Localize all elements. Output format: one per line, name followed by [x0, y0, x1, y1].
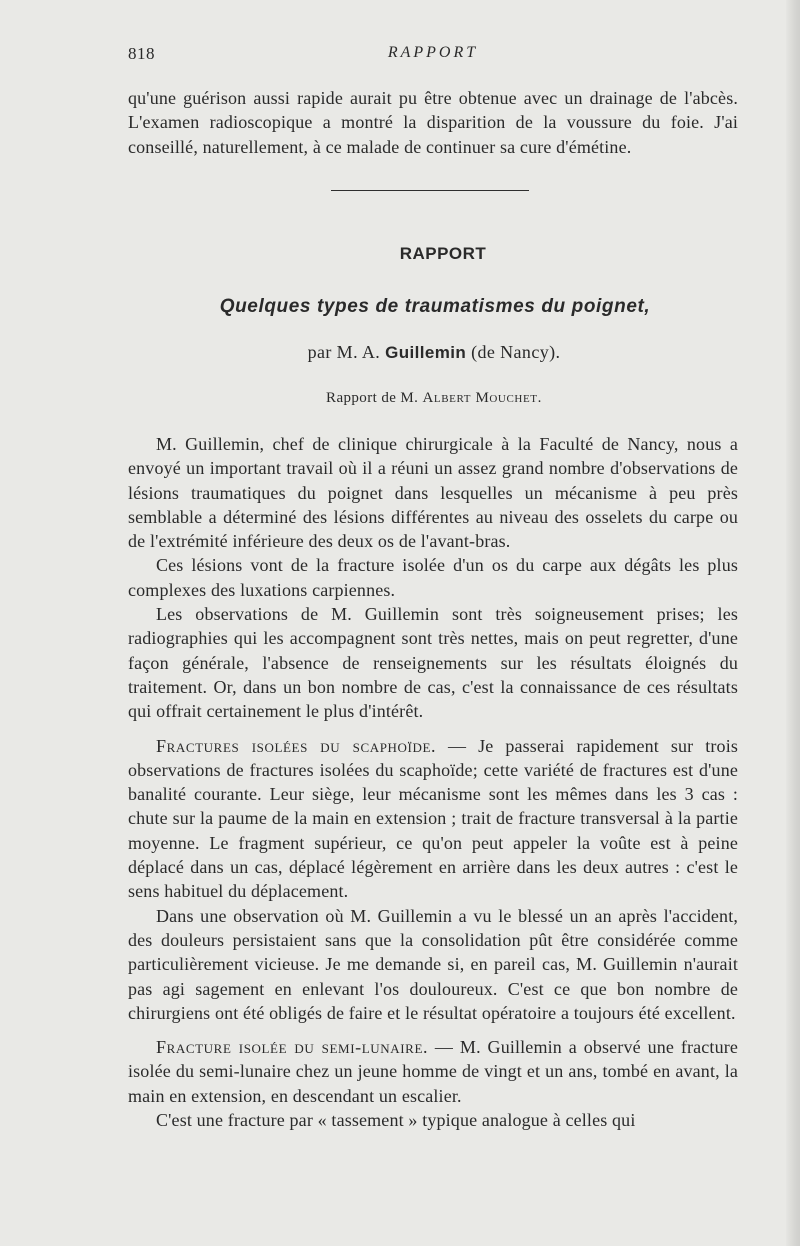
- article-title: Quelques types de traumatismes du poignet,: [219, 296, 651, 317]
- body-paragraph-5: Dans une observation où M. Guillemin a vu le blessé un an après l'accident, des douleurs persistaient sans que la consolidation pût être considérée comme particulièrement vicieuse. Je me demande si, en pareil cas, M. Guillemin n'aurait pas agi sagement en enlevant l'os douloureux. C'est ce que bon nombre de chirurgiens ont été obligés de faire et le résultat opératoire a toujours été excellent.: [128, 905, 738, 1023]
- body-paragraph-7: C'est une fracture par « tassement » typique analogue à celles qui: [156, 1110, 636, 1131]
- intro-paragraph: qu'une guérison aussi rapide aurait pu être obtenue avec un drainage de l'abcès. L'examen radioscopique a montré la disparition de la voussure du foie. J'ai conseillé, naturellement, à ce malade de continuer sa cure d'émétine.: [128, 88, 738, 157]
- report-attribution: [0, 390, 800, 407]
- report-prefix: Rapport de M.: [326, 390, 419, 406]
- byline-suffix: (de Nancy).: [471, 342, 561, 362]
- page-number: 818: [128, 44, 155, 63]
- body-paragraph-1: M. Guillemin, chef de clinique chirurgicale à la Faculté de Nancy, nous a envoyé un important travail où il a réuni un assez grand nombre d'observations de lésions traumatiques du poignet dans lesquelles un mécanisme à peu près semblable a déterminé des lésions différentes au niveau des osselets du carpe ou de l'extrémité inférieure des deux os de l'avant-bras.: [128, 434, 738, 552]
- scaphoid-text: — Je passerai rapidement sur trois observations de fractures isolées du scaphoïde; cette variété de fractures est d'une banalité courante. Leur siège, leur mécanisme sont les mêmes dans les 3 cas : chute sur la paume de la main en extension ; trait de fracture transversal à la partie moyenne. Le fragment supérieur, ce qu'on peut appeler la voûte est à peine déplacé dans un cas, déplacé légèrement en arrière dans les deux autres : c'est le sens habituel du déplacement.: [128, 735, 738, 902]
- running-header: [128, 44, 738, 68]
- report-author: Albert Mouchet.: [422, 390, 542, 406]
- page-edge-shadow: [786, 0, 800, 1246]
- lunate-heading: Fracture isolée du semi-lunaire.: [156, 1037, 429, 1058]
- running-title: RAPPORT: [387, 44, 479, 61]
- section-heading: RAPPORT: [399, 244, 487, 263]
- byline-prefix: par M. A.: [307, 342, 381, 362]
- body-paragraph-2: Ces lésions vont de la fracture isolée d'un os du carpe aux dégâts les plus complexes des luxations carpiennes.: [128, 555, 738, 600]
- scaphoid-heading: Fractures isolées du scaphoïde.: [156, 735, 437, 756]
- article-body: [128, 432, 738, 1132]
- body-paragraph-scaphoid: [128, 734, 738, 904]
- body-paragraph-3: Les observations de M. Guillemin sont très soigneusement prises; les radiographies qui les accompagnent sont très nettes, mais on peut regretter, d'une façon générale, l'absence de renseignements sur les résultats éloignés du traitement. Or, dans un bon nombre de cas, c'est la connaissance de ces résultats qui offrait certainement le plus d'intérêt.: [128, 604, 738, 722]
- intro-block: [128, 86, 738, 159]
- byline-author: Guillemin: [385, 343, 467, 362]
- body-paragraph-lunate: [128, 1035, 738, 1108]
- lunate-text: — M. Guillemin a observé une fracture isolée du semi-lunaire chez un jeune homme de vingt et un ans, tombé en avant, la main en extension, en descendant un escalier.: [128, 1037, 739, 1106]
- byline: [0, 342, 800, 363]
- section-divider: [331, 190, 529, 191]
